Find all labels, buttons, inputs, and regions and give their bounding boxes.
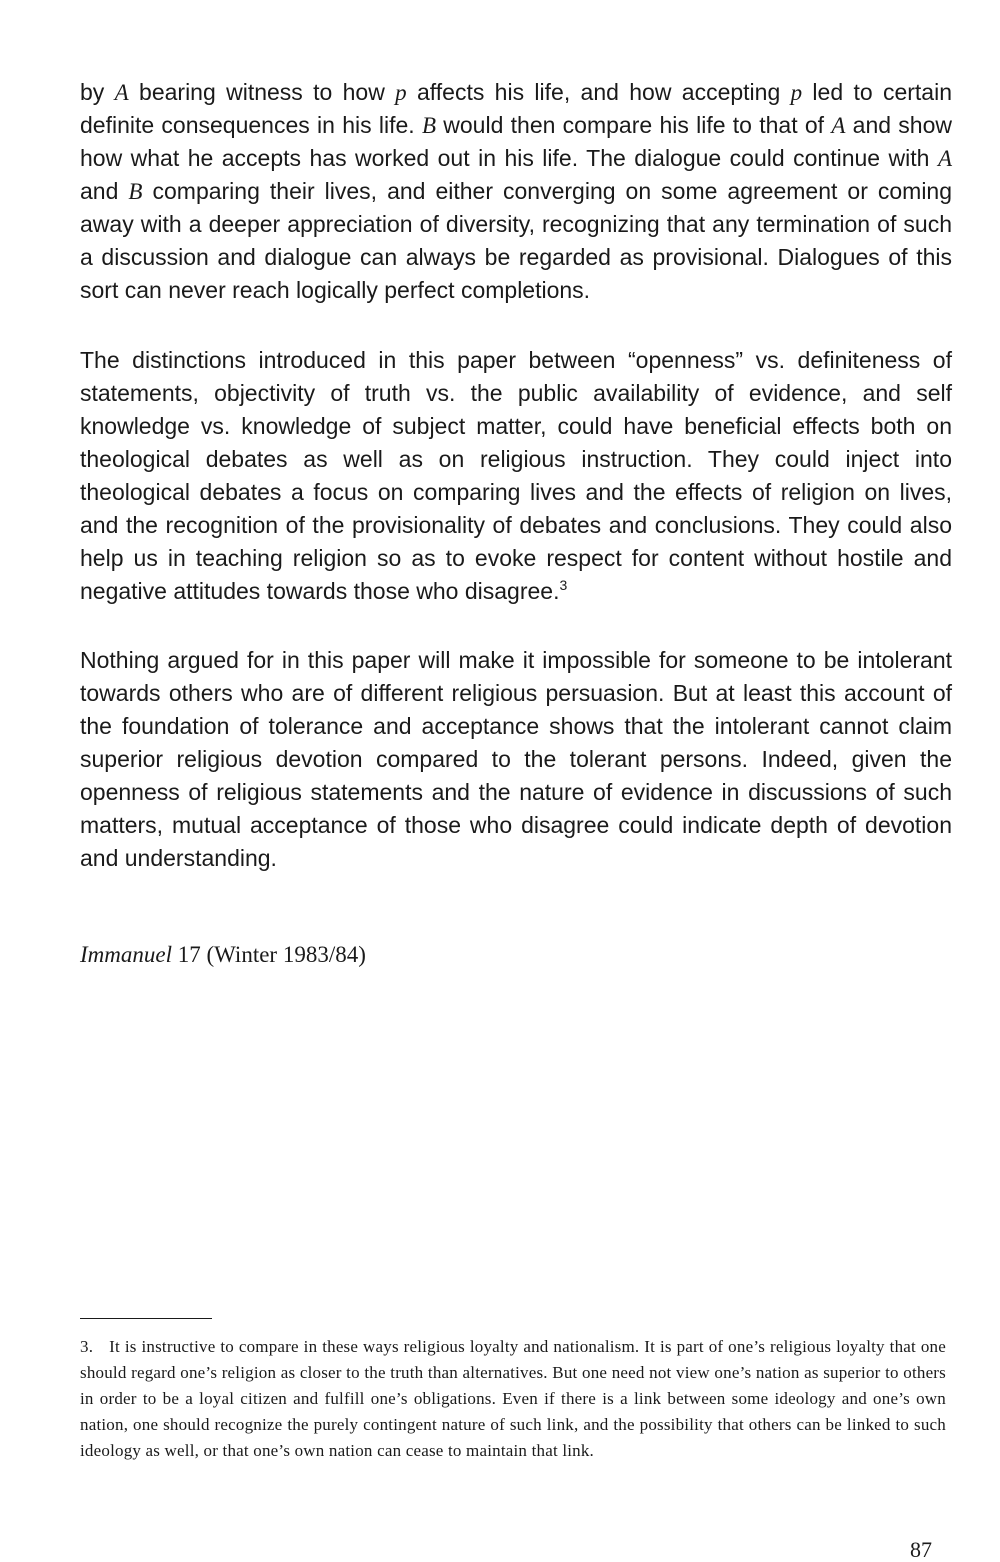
text-run: led to certain definite consequences in his life.	[80, 79, 952, 138]
paragraph-3-text: Nothing argued for in this paper will make it impossible for someone to be intolerant towards others who are of different religious persuasion. But at least this account of the foundation of tolerance and acceptance shows that the intolerant cannot claim superior religious devotion compared to the tolerant persons. Indeed, given the openness of religious statements and the nature of evidence in discussions of such matters, mutual acceptance of those who disagree could indicate depth of devotion and understanding.	[80, 647, 952, 871]
footnote-reference: 3	[559, 577, 568, 593]
paragraph-1	[80, 76, 952, 307]
variable-p: p	[790, 80, 803, 105]
text-run: by	[80, 79, 115, 105]
paragraph-3	[80, 644, 952, 875]
text-run: comparing their lives, and either converging on some agreement or coming away with a deeper appreciation of diversity, recognizing that any termination of such a discussion and dialogue can always be regarded as provisional. Dialogues of this sort can never reach logically perfect completions.	[80, 178, 953, 303]
text-run: affects his life, and how accepting	[406, 79, 791, 105]
journal-citation	[80, 940, 366, 970]
journal-title: Immanuel	[80, 942, 172, 967]
variable-a: A	[831, 113, 846, 138]
paragraph-2	[80, 344, 952, 608]
citation-details: 17 (Winter 1983/84)	[171, 942, 366, 967]
footnote	[80, 1334, 946, 1464]
variable-a: A	[114, 80, 129, 105]
text-run: and	[80, 178, 129, 204]
paragraph-2-text: The distinctions introduced in this paper between “openness” vs. definiteness of statements, objectivity of truth vs. the public availability of evidence, and self knowledge vs. knowledge of subject matter, could have beneficial effects both on theological debates as well as on religious instruction. They could inject into theological debates a focus on comparing lives and the effects of religion on lives, and the recognition of the provisionality of debates and conclusions. They could also help us in teaching religion so as to evoke respect for content without hostile and negative attitudes towards those who disagree.	[80, 347, 952, 604]
footnote-divider	[80, 1318, 212, 1319]
text-run: bearing witness to how	[128, 79, 396, 105]
text-run: would then compare his life to that of	[436, 112, 832, 138]
variable-b: B	[128, 179, 143, 204]
page-number: 87	[910, 1537, 932, 1562]
variable-b: B	[421, 113, 437, 138]
footnote-text: It is instructive to compare in these ways religious loyalty and nationalism. It is part of one’s religious loyalty that one should regard one’s religion as closer to the truth than alternatives. But one need not view one’s nation as superior to others in order to be a loyal citizen and fulfill one’s obligations. Even if there is a link between some ideology and one’s own nation, one should recognize the purely contingent nature of such link, and the possibility that others can be linked to such ideology as well, or that one’s own nation can cease to maintain that link.	[80, 1337, 946, 1460]
text-run: and show how what he accepts has worked out in his life. The dialogue could continue with	[80, 112, 952, 171]
variable-p: p	[395, 80, 407, 105]
footnote-number: 3.	[80, 1337, 94, 1356]
variable-a: A	[937, 146, 952, 171]
